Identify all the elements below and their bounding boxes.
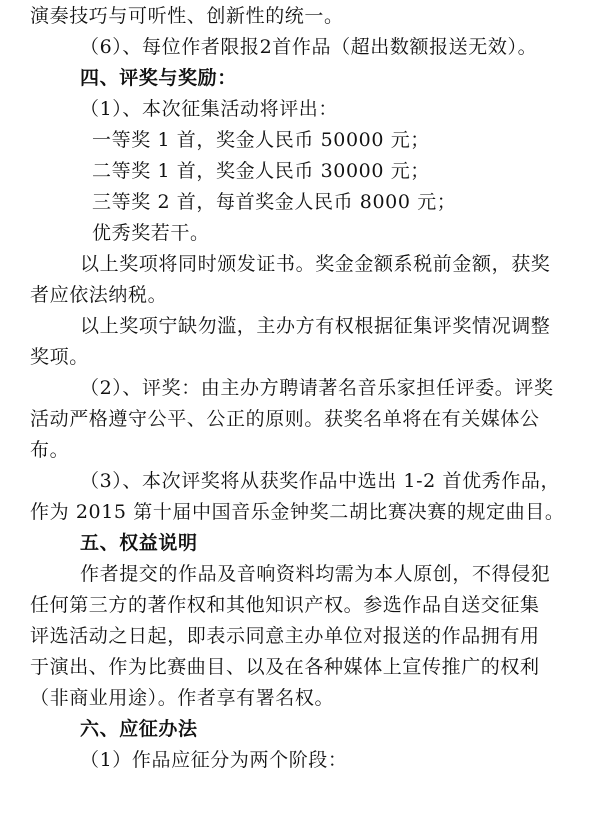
- list-item-application-1: （1）作品应征分为两个阶段：: [80, 749, 348, 771]
- paragraph-line: 者应依法纳税。: [30, 284, 168, 306]
- paragraph-line: 评选活动之日起，即表示同意主办单位对报送的作品拥有用: [30, 625, 540, 647]
- excellence-prize-line: 优秀奖若干。: [92, 222, 210, 244]
- paragraph-line: 以上奖项将同时颁发证书。奖金金额系税前金额，获奖: [80, 253, 551, 275]
- list-item-1: （1）、本次征集活动将评出：: [80, 98, 338, 120]
- section-heading-rights: 五、权益说明: [80, 532, 198, 554]
- third-prize-line: 三等奖 2 首，每首奖金人民币 8000 元；: [92, 191, 457, 213]
- paragraph-line: 于演出、作为比赛曲目、以及在各种媒体上宣传推广的权利: [30, 656, 540, 678]
- body-text-line: 演奏技巧与可听性、创新性的统一。: [30, 5, 344, 27]
- paragraph-line: 任何第三方的著作权和其他知识产权。参选作品自送交征集: [30, 594, 540, 616]
- list-item-2: （2）、评奖：由主办方聘请著名音乐家担任评委。评奖: [80, 377, 554, 399]
- paragraph-line: 奖项。: [30, 346, 89, 368]
- first-prize-line: 一等奖 1 首，奖金人民币 50000 元；: [92, 129, 430, 151]
- paragraph-line: 作者提交的作品及音响资料均需为本人原创，不得侵犯: [80, 563, 551, 585]
- section-heading-application: 六、应征办法: [80, 718, 198, 740]
- paragraph-line: 布。: [30, 439, 70, 461]
- section-heading-awards: 四、评奖与奖励：: [80, 67, 237, 89]
- paragraph-line: 作为 2015 第十届中国音乐金钟奖二胡比赛决赛的规定曲目。: [30, 501, 565, 523]
- paragraph-line: 以上奖项宁缺勿滥，主办方有权根据征集评奖情况调整: [80, 315, 551, 337]
- list-item-6: （6）、每位作者限报2首作品（超出数额报送无效）。: [80, 36, 538, 58]
- paragraph-line: 活动严格遵守公平、公正的原则。获奖名单将在有关媒体公: [30, 408, 540, 430]
- paragraph-line: （非商业用途）。作者享有署名权。: [30, 687, 335, 709]
- second-prize-line: 二等奖 1 首，奖金人民币 30000 元；: [92, 160, 430, 182]
- list-item-3: （3）、本次评奖将从获奖作品中选出 1-2 首优秀作品，: [80, 470, 561, 492]
